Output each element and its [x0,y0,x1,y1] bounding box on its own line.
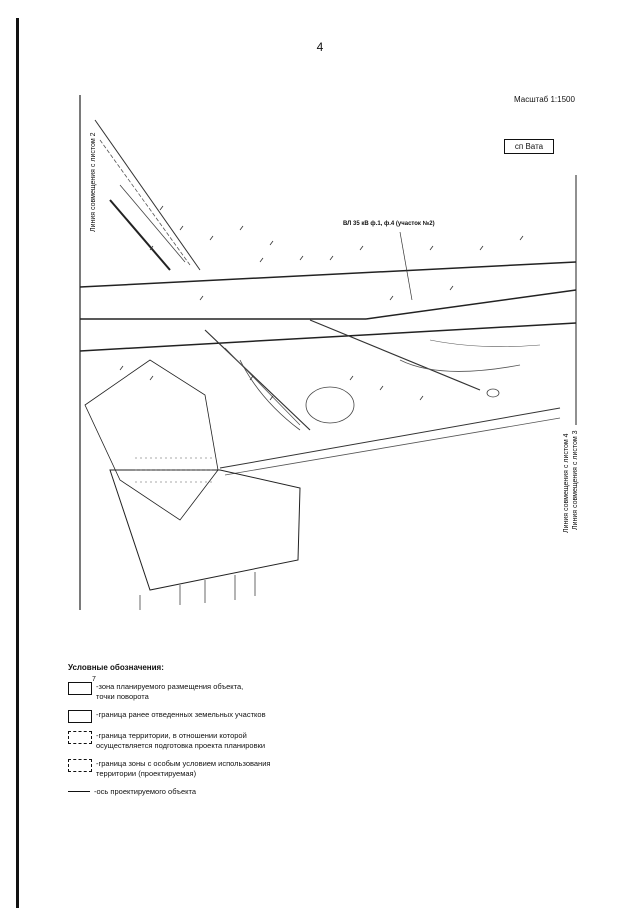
match-line-label-sheet4: Линия совмещения с листом 4 [563,433,570,533]
legend-item-territory [68,731,368,751]
terrain-diagonal-3 [110,200,170,270]
terrain-diagonal-2 [100,140,190,265]
legend-text-line: -ось проектируемого объекта [94,787,197,796]
match-line-label-sheet2: Линия совмещения с листом 2 [90,132,97,232]
diagonal-cross [205,330,310,430]
zone-polygon-1 [85,360,218,520]
contour-5 [430,340,540,347]
legend-title: Условные обозначения: [68,663,164,672]
legend-item-special-zone [68,759,368,779]
contour-2 [487,389,499,397]
diagonal-cross-2 [225,348,300,425]
legend-text-line: -граница ранее отведенных земельных участков [96,710,266,719]
legend-item-zone [68,676,368,702]
zone-polygon-2 [110,470,300,590]
contour-4 [400,360,520,371]
legend-symbol-solid-box [68,676,96,695]
map-scale: Масштаб 1:1500 [514,95,575,104]
contour-3 [240,360,300,430]
road-lower-2 [225,418,560,475]
page-number: 4 [316,40,324,54]
legend [68,663,368,805]
turning-point-number: 7 [92,676,96,683]
legend-symbol-solid-box [68,710,92,723]
legend-text-line: -граница зоны с особым условием использования [96,759,271,768]
legend-symbol-dashed-box [68,731,92,744]
terrain-ticks [120,206,523,400]
match-line-label-sheet3: Линия совмещения с листом 3 [572,430,579,530]
legend-text-line: -граница территории, в отношении которой [96,731,247,740]
legend-text-line: -зона планируемого размещения объекта, [96,682,244,691]
legend-symbol-dashed-box [68,759,92,772]
terrain-diagonal-1 [95,120,200,270]
corridor-top [80,262,576,287]
road-lower [220,408,560,468]
power-line-label: ВЛ 35 кВ ф.1, ф.4 (участок №2) [343,221,435,227]
legend-item-axis [68,787,368,797]
label-pointer [400,232,412,300]
legend-text-line: осуществляется подготовка проекта планировки [96,741,266,750]
legend-item-allotted [68,710,368,723]
legend-text-line: территории (проектируемая) [96,769,197,778]
lower-stubs [140,572,255,610]
corridor-middle-2 [366,290,576,319]
legend-text-line: точки поворота [96,692,149,701]
contour-1 [306,387,354,423]
place-label-box: сп Вата [504,139,554,154]
legend-symbol-line [68,791,90,792]
